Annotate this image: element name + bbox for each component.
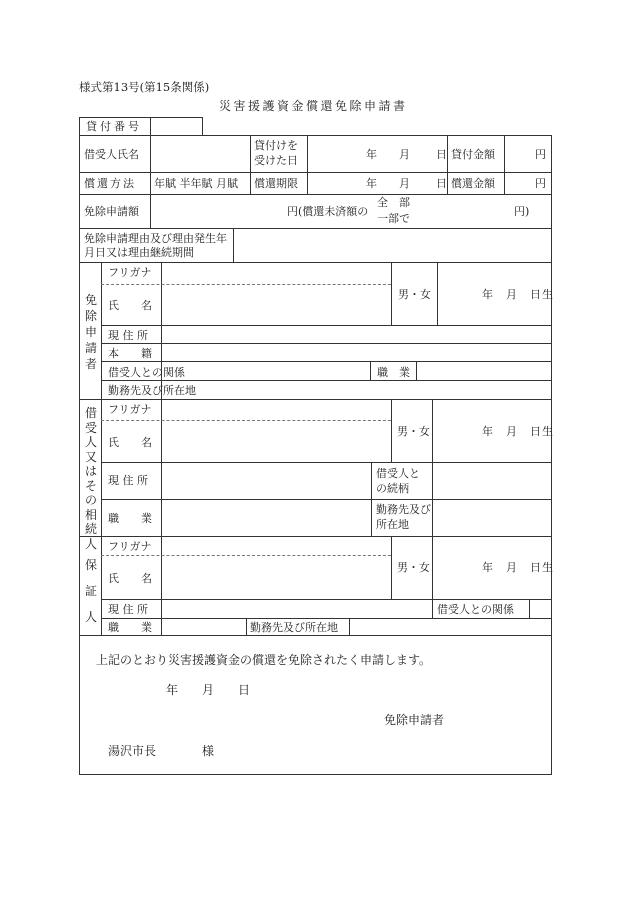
applicant-domicile-field[interactable] [162, 344, 551, 361]
exempt-amount-label: 免除申請額 [84, 205, 139, 218]
deadline-month: 月 [399, 177, 410, 190]
borrower-name-field[interactable] [151, 136, 249, 172]
guarantor-gender[interactable]: 男・女 [397, 561, 430, 574]
heir-name-field[interactable] [162, 422, 390, 462]
heir-name-label: 氏 名 [108, 436, 152, 449]
heir-relation-label: 借受人との続柄 [376, 467, 420, 495]
deadline-year: 年 [366, 177, 377, 190]
deadline-day: 日 [436, 177, 447, 190]
exempt-amount-end: 円) [514, 205, 530, 218]
reason-field[interactable] [234, 229, 551, 262]
loan-number-label: 貸付番号 [86, 120, 142, 133]
applicant-gender[interactable]: 男・女 [398, 288, 431, 301]
applicant-relation-label: 借受人との関係 [108, 366, 185, 379]
applicant-furigana-label: フリガナ [108, 266, 152, 279]
applicant-side-label: 免 除 申 請 者 [84, 293, 97, 371]
reason-label: 免除申請理由及び理由発生年月日又は理由継続期間 [84, 232, 227, 259]
guarantor-address-label: 現 住 所 [108, 603, 148, 616]
guarantor-birthdate: 年 月 日生 [482, 561, 554, 574]
form-number: 様式第13号(第15条関係) [79, 80, 210, 94]
exempt-amount-text: 円(償還未済額の [287, 205, 369, 218]
guarantor-address-field[interactable] [162, 600, 431, 617]
loan-amount-yen: 円 [535, 148, 546, 161]
loan-date-month: 月 [399, 148, 410, 161]
applicant-furigana-field[interactable] [162, 263, 390, 283]
applicant-job-label: 職 業 [377, 366, 410, 379]
heir-furigana-label: フリガナ [108, 403, 152, 416]
guarantor-relation-label: 借受人との関係 [437, 603, 514, 616]
guarantor-job-field[interactable] [162, 619, 245, 634]
applicant-job-field[interactable] [417, 362, 551, 379]
loan-amount-label: 貸付金額 [451, 148, 495, 161]
exempt-part-option[interactable]: 一部で [377, 212, 410, 225]
applicant-workplace-label: 勤務先及び所在地 [108, 384, 196, 397]
applicant-name-label: 氏 名 [108, 299, 152, 312]
repay-amount-label: 償還金額 [451, 177, 495, 190]
guarantor-name-field[interactable] [162, 557, 390, 598]
heir-furigana-field[interactable] [162, 400, 390, 419]
exempt-all-option[interactable]: 全 部 [377, 196, 410, 209]
heir-gender[interactable]: 男・女 [397, 425, 430, 438]
repay-method-label: 償還方法 [84, 177, 136, 190]
repay-deadline-label: 償還期限 [254, 177, 298, 190]
guarantor-side-label: 保 証 人 [84, 558, 97, 624]
applicant-name-field[interactable] [162, 286, 390, 324]
applicant-birthdate: 年 月 日生 [482, 288, 554, 301]
signature-date: 年 月 日 [166, 683, 251, 697]
repay-amount-yen: 円 [535, 177, 546, 190]
heir-job-label: 職 業 [108, 512, 152, 525]
guarantor-workplace-label: 勤務先及び所在地 [250, 621, 338, 634]
heir-side-label: 借 受 人 又 は そ の 相 続 人 [84, 406, 97, 551]
loan-date-year: 年 [366, 148, 377, 161]
heir-job-field[interactable] [162, 500, 370, 535]
applicant-address-label: 現 住 所 [108, 329, 148, 342]
heir-birthdate: 年 月 日生 [482, 425, 554, 438]
form-title: 災害援護資金償還免除申請書 [219, 99, 408, 113]
borrower-name-label: 借受人氏名 [84, 148, 139, 161]
heir-workplace-label: 勤務先及び所在地 [376, 503, 431, 531]
guarantor-furigana-field[interactable] [162, 537, 390, 554]
application-statement: 上記のとおり災害援護資金の償還を免除されたく申請します。 [96, 653, 432, 667]
honorific: 様 [202, 744, 215, 758]
loan-number-field[interactable] [151, 118, 202, 135]
applicant-domicile-label: 本 籍 [108, 347, 152, 360]
guarantor-furigana-label: フリガナ [108, 540, 152, 553]
addressee: 湯沢市長 [108, 744, 157, 758]
heir-address-label: 現 住 所 [108, 474, 148, 487]
loan-date-label: 貸付けを受けた日 [254, 139, 298, 167]
applicant-address-field[interactable] [162, 326, 551, 343]
applicant-signature-label: 免除申請者 [384, 713, 445, 727]
guarantor-name-label: 氏 名 [108, 572, 152, 585]
heir-address-field[interactable] [162, 463, 370, 498]
guarantor-job-label: 職 業 [108, 621, 152, 634]
repay-method-options[interactable]: 年賦 半年賦 月賦 [154, 177, 238, 190]
loan-date-day: 日 [436, 148, 447, 161]
